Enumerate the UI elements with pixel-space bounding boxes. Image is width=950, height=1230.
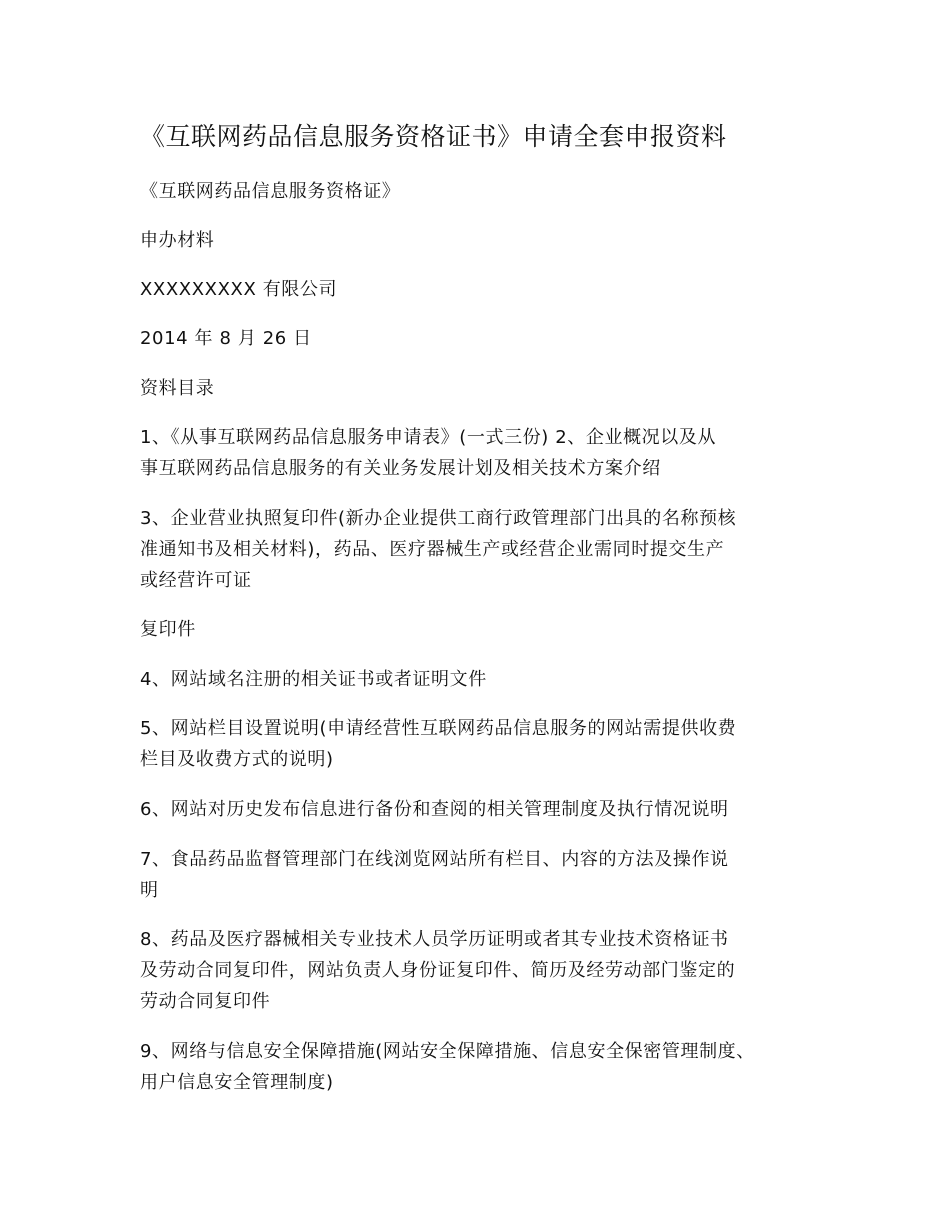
toc-item-line: 或经营许可证 <box>140 570 252 591</box>
toc-item <box>140 794 830 825</box>
toc-item <box>140 664 830 695</box>
toc-item-line: 复印件 <box>140 619 196 640</box>
toc-item-line: 事互联网药品信息服务的有关业务发展计划及相关技术方案介绍 <box>140 458 661 479</box>
toc-item-line: 准通知书及相关材料)，药品、医疗器械生产或经营企业需同时提交生产 <box>140 539 725 560</box>
toc-item <box>140 713 830 775</box>
toc-item-line: 1、《从事互联网药品信息服务申请表》(一式三份) 2、企业概况以及从 <box>140 427 717 448</box>
toc-item <box>140 844 830 906</box>
toc-item-line: 6、网站对历史发布信息进行备份和查阅的相关管理制度及执行情况说明 <box>140 799 729 820</box>
section-label: 申办材料 <box>140 230 215 251</box>
toc-item <box>140 503 830 596</box>
toc-item-line: 4、网站域名注册的相关证书或者证明文件 <box>140 669 487 690</box>
toc-item-line: 栏目及收费方式的说明) <box>140 749 334 770</box>
toc-item-line: 7、食品药品监督管理部门在线浏览网站所有栏目、内容的方法及操作说 <box>140 849 729 870</box>
company-name: XXXXXXXXX 有限公司 <box>140 279 338 300</box>
toc-item-line: 8、药品及医疗器械相关专业技术人员学历证明或者其专业技术资格证书 <box>140 929 729 950</box>
toc-item-line: 3、企业营业执照复印件(新办企业提供工商行政管理部门出具的名称预核 <box>140 508 737 529</box>
toc-item <box>140 924 830 1017</box>
toc-item <box>140 422 830 484</box>
toc-item-line: 用户信息安全管理制度) <box>140 1072 334 1093</box>
toc-item-line: 9、网络与信息安全保障措施(网站安全保障措施、信息安全保密管理制度、 <box>140 1041 755 1062</box>
toc-item-line: 5、网站栏目设置说明(申请经营性互联网药品信息服务的网站需提供收费 <box>140 718 737 739</box>
toc-item-line: 劳动合同复印件 <box>140 991 271 1012</box>
document-title: 《互联网药品信息服务资格证书》申请全套申报资料 <box>140 122 727 151</box>
document-subtitle: 《互联网药品信息服务资格证》 <box>140 181 401 202</box>
toc-item-line: 及劳动合同复印件，网站负责人身份证复印件、简历及经劳动部门鉴定的 <box>140 960 736 981</box>
document-date: 2014 年 8 月 26 日 <box>140 328 312 349</box>
toc-item <box>140 614 830 645</box>
toc-item-line: 明 <box>140 880 159 901</box>
toc-heading: 资料目录 <box>140 378 215 399</box>
toc-item <box>140 1036 830 1098</box>
